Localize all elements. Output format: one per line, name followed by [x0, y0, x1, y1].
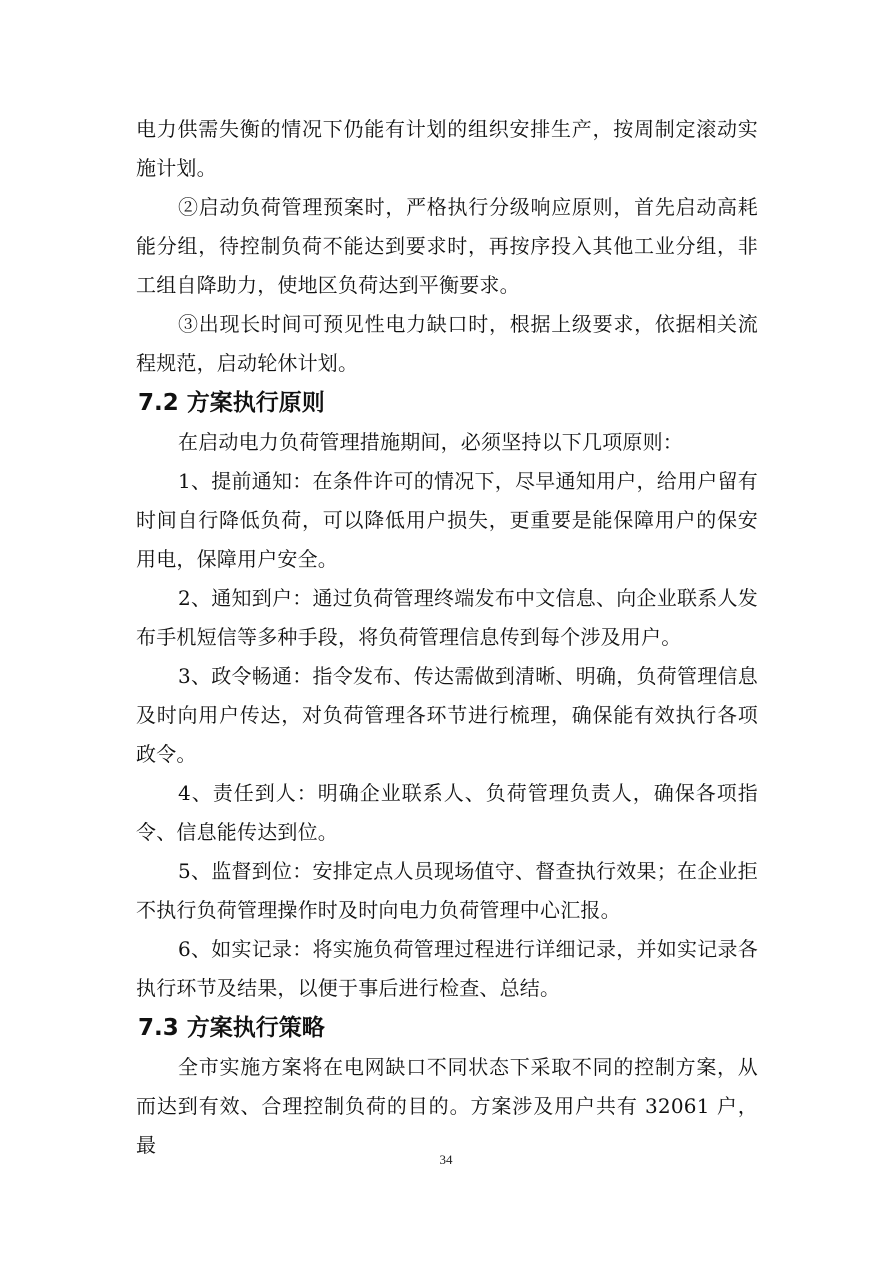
principle-item-5: 5、监督到位：安排定点人员现场值守、督查执行效果；在企业拒不执行负荷管理操作时及时向电力负荷管理中心汇报。 [136, 859, 758, 922]
page-body [136, 110, 758, 1165]
paragraph-continued: 电力供需失衡的情况下仍能有计划的组织安排生产，按周制定滚动实施计划。 [136, 117, 758, 180]
principle-item-4: 4、责任到人：明确企业联系人、负荷管理负责人，确保各项指令、信息能传达到位。 [136, 781, 758, 844]
principle-item-1: 1、提前通知：在条件许可的情况下，尽早通知用户，给用户留有时间自行降低负荷，可以降低用户损失，更重要是能保障用户的保安用电，保障用户安全。 [136, 469, 758, 571]
page-number: 34 [439, 1152, 453, 1167]
section-7-3-paragraph: 全市实施方案将在电网缺口不同状态下采取不同的控制方案，从而达到有效、合理控制负荷的目的。方案涉及用户共有 32061 户，最 [136, 1055, 758, 1157]
principle-item-6: 6、如实记录：将实施负荷管理过程进行详细记录，并如实记录各执行环节及结果，以便于事后进行检查、总结。 [136, 937, 758, 1000]
section-heading-7-2: 7.2 方案执行原则 [138, 390, 325, 416]
principle-item-2: 2、通知到户：通过负荷管理终端发布中文信息、向企业联系人发布手机短信等多种手段，将负荷管理信息传到每个涉及用户。 [136, 586, 758, 649]
principle-item-3: 3、政令畅通：指令发布、传达需做到清晰、明确，负荷管理信息及时向用户传达，对负荷管理各环节进行梳理，确保能有效执行各项政令。 [136, 664, 758, 766]
paragraph-rotation-plan: ③出现长时间可预见性电力缺口时，根据上级要求，依据相关流程规范，启动轮休计划。 [136, 312, 758, 375]
section-7-2-intro: 在启动电力负荷管理措施期间，必须坚持以下几项原则： [178, 430, 683, 454]
paragraph-load-plan-start: ②启动负荷管理预案时，严格执行分级响应原则，首先启动高耗能分组，待控制负荷不能达到要求时，再按序投入其他工业分组，非工组自降助力，使地区负荷达到平衡要求。 [136, 195, 758, 297]
section-heading-7-3: 7.3 方案执行策略 [138, 1015, 325, 1041]
